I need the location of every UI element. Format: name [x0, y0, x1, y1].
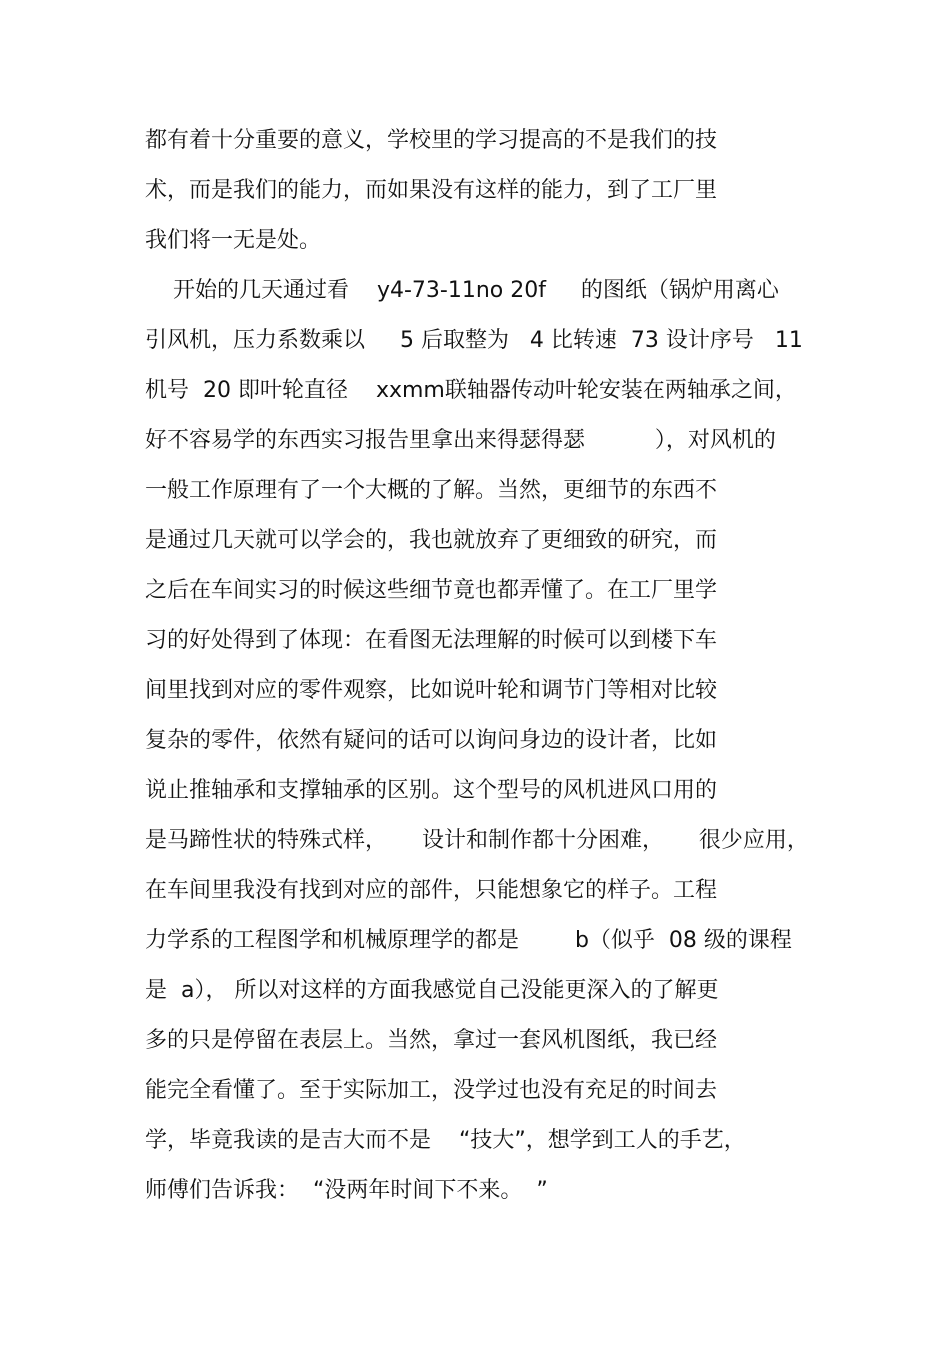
text-line: 是通过几天就可以学会的，我也就放弃了更细致的研究，而	[145, 528, 718, 553]
text-line: 多的只是停留在表层上。当然，拿过一套风机图纸，我已经	[145, 1028, 718, 1053]
text-line: 之后在车间实习的时候这些细节竟也都弄懂了。在工厂里学	[145, 578, 718, 603]
text-line: 机号 20 即叶轮直径 xxmm联轴器传动叶轮安装在两轴承之间，	[145, 378, 797, 403]
text-line: 学，毕竟我读的是吉大而不是 “技大”，想学到工人的手艺，	[145, 1128, 746, 1153]
text-line: 习的好处得到了体现：在看图无法理解的时候可以到楼下车	[145, 628, 718, 653]
text-line: 我们将一无是处。	[145, 228, 322, 253]
text-line: 在车间里我没有找到对应的部件，只能想象它的样子。工程	[145, 878, 718, 903]
text-line: 是 a）， 所以对这样的方面我感觉自己没能更深入的了解更	[145, 978, 719, 1003]
text-line: 一般工作原理有了一个大概的了解。当然，更细节的东西不	[145, 478, 718, 503]
text-line: 开始的几天通过看 y4-73-11no 20f 的图纸（锅炉用离心	[145, 278, 779, 303]
text-line: 都有着十分重要的意义，学校里的学习提高的不是我们的技	[145, 128, 718, 153]
text-line: 是马蹄性状的特殊式样， 设计和制作都十分困难， 很少应用，	[145, 828, 809, 853]
text-line: 师傅们告诉我： “没两年时间下不来。 ”	[145, 1178, 548, 1203]
text-line: 好不容易学的东西实习报告里拿出来得瑟得瑟 ），对风机的	[145, 428, 776, 453]
text-line: 引风机，压力系数乘以 5 后取整为 4 比转速 73 设计序号 11	[145, 328, 803, 353]
text-line: 说止推轴承和支撑轴承的区别。这个型号的风机进风口用的	[145, 778, 718, 803]
text-line: 间里找到对应的零件观察，比如说叶轮和调节门等相对比较	[145, 678, 718, 703]
text-line: 能完全看懂了。至于实际加工，没学过也没有充足的时间去	[145, 1078, 718, 1103]
text-line: 力学系的工程图学和机械原理学的都是 b（似乎 08 级的课程	[145, 928, 792, 953]
text-line: 术，而是我们的能力，而如果没有这样的能力，到了工厂里	[145, 178, 718, 203]
text-line: 复杂的零件，依然有疑问的话可以询问身边的设计者，比如	[145, 728, 718, 753]
